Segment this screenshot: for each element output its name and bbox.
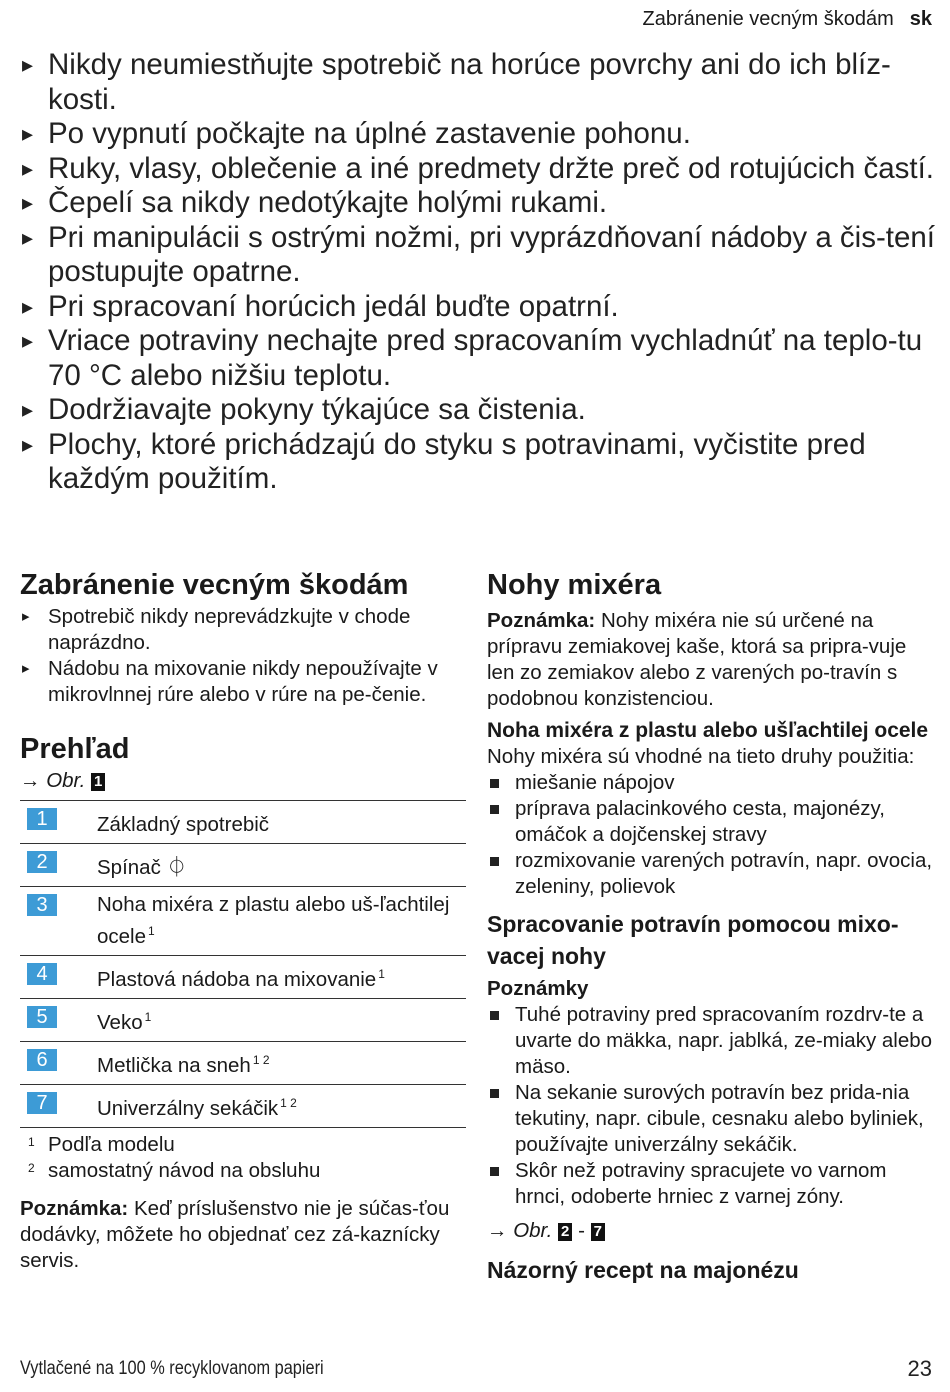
usage-intro: Nohy mixéra sú vhodné na tieto druhy použitia: bbox=[487, 745, 915, 768]
part-label: Noha mixéra z plastu alebo uš-​ľachtilej ocele bbox=[97, 893, 450, 948]
list-item: Skôr než potraviny spracujete vo varnom hrnci, odoberte hrniec z varnej zóny. bbox=[487, 1158, 935, 1210]
footnote-marker: 1 2 bbox=[280, 1096, 297, 1110]
note-label: Poznámka: bbox=[487, 609, 596, 632]
footnote bbox=[20, 1132, 466, 1158]
left-column bbox=[20, 566, 466, 1274]
list-item: ▸ Ruky, vlasy, oblečenie a iné predmety držte preč od rotujúcich častí. bbox=[20, 152, 935, 187]
recycled-paper-note: Vytlačené na 100 % recyklovanom papieri bbox=[20, 1358, 324, 1379]
list-item: ▸ Nikdy neumiestňujte spotrebič na horúce povrchy ani do ich blíz-​kosti. bbox=[20, 48, 935, 117]
overview-table bbox=[20, 800, 466, 1128]
part-label-cell bbox=[97, 999, 466, 1042]
blender-feet-heading: Nohy mixéra bbox=[487, 569, 662, 601]
part-label-cell bbox=[97, 1042, 466, 1085]
part-number-cell bbox=[20, 844, 97, 887]
part-label: Metlička na sneh bbox=[97, 1054, 251, 1077]
damage-prevention-list bbox=[20, 604, 466, 708]
part-label-cell bbox=[97, 956, 466, 999]
footnote-number: 2 bbox=[28, 1161, 35, 1175]
list-item: ▸ Po vypnutí počkajte na úplné zastavenie pohonu. bbox=[20, 117, 935, 152]
page-header bbox=[643, 8, 932, 31]
table-row bbox=[20, 999, 466, 1042]
part-number-cell bbox=[20, 999, 97, 1042]
part-label: Základný spotrebič bbox=[97, 813, 270, 836]
part-label-cell bbox=[97, 801, 466, 844]
part-number-badge: 5 bbox=[27, 1006, 57, 1028]
overview-heading: Prehľad bbox=[20, 733, 130, 765]
footnote-marker: 1 2 bbox=[252, 1053, 270, 1067]
mayonnaise-recipe-heading: Názorný recept na majonézu bbox=[487, 1257, 799, 1283]
subheading-food-processing: Spracovanie potravín pomocou mixo-​vacej nohy bbox=[487, 911, 899, 969]
language-code: sk bbox=[909, 8, 932, 30]
figure-ref-label: Obr. bbox=[46, 769, 86, 792]
table-row bbox=[20, 956, 466, 999]
note-text: Nohy mixéra nie sú určené na prípravu zemiakovej kaše, ktorá sa pripra-​vuje len zo zemiakov alebo z varených po-​travín s podobnou konzistenciou. bbox=[487, 609, 907, 710]
figure-reference bbox=[487, 1218, 935, 1244]
footnote-text: samostatný návod na obsluhu bbox=[48, 1159, 321, 1182]
part-number-badge: 4 bbox=[27, 963, 57, 985]
part-label-cell bbox=[97, 844, 466, 887]
subheading-blender-foot-material: Noha mixéra z plastu alebo ušľachtilej ocele bbox=[487, 719, 929, 742]
processing-notes-list bbox=[487, 1002, 935, 1210]
note-label: Poznámka: bbox=[20, 1197, 129, 1220]
footnote-marker: 1 bbox=[378, 967, 385, 981]
usage-list bbox=[487, 770, 935, 900]
safety-instructions-list bbox=[20, 48, 935, 497]
list-item: ▸ Dodržiavajte pokyny týkajúce sa čistenia. bbox=[20, 393, 935, 428]
part-number-cell bbox=[20, 956, 97, 999]
footnote-marker: 1 bbox=[148, 924, 155, 938]
arrow-icon: → bbox=[20, 769, 41, 792]
list-item: ▸ Pri manipulácii s ostrými nožmi, pri vyprázdňovaní nádoby a čis-​tení postupujte opatrne. bbox=[20, 221, 935, 290]
part-number-badge: 3 bbox=[27, 894, 57, 916]
list-item: miešanie nápojov bbox=[487, 770, 935, 796]
list-item: Tuhé potraviny pred spracovaním rozdrv-​te a uvarte do mäkka, napr. jablká, ze-​miaky alebo mäso. bbox=[487, 1002, 935, 1080]
list-item: ▸ Nádobu na mixovanie nikdy nepoužívajte v mikrovlnnej rúre alebo v rúre na pe-​čenie. bbox=[20, 656, 466, 708]
figure-range-dash: - bbox=[578, 1219, 585, 1242]
table-row bbox=[20, 1042, 466, 1085]
part-label: Veko bbox=[97, 1011, 143, 1034]
footnote-marker: 1 bbox=[144, 1010, 152, 1024]
footnotes bbox=[20, 1132, 466, 1184]
part-number-badge: 2 bbox=[27, 851, 57, 873]
footnote bbox=[20, 1158, 466, 1184]
arrow-icon: → bbox=[487, 1219, 508, 1242]
list-item: ▸ Plochy, ktoré prichádzajú do styku s potravinami, vyčistite pred každým použitím. bbox=[20, 428, 935, 497]
list-item: ▸ Pri spracovaní horúcich jedál buďte opatrní. bbox=[20, 290, 935, 325]
footnote-text: Podľa modelu bbox=[48, 1133, 175, 1156]
figure-ref-label: Obr. bbox=[513, 1219, 553, 1242]
table-row bbox=[20, 844, 466, 887]
figure-number-badge: 2 bbox=[558, 1223, 572, 1241]
list-item: ▸ Vriace potraviny nechajte pred spracovaním vychladnúť na teplo-​tu 70 °C alebo nižšiu teplotu. bbox=[20, 324, 935, 393]
accessory-note bbox=[20, 1196, 466, 1274]
blender-feet-note bbox=[487, 608, 935, 712]
part-label-cell bbox=[97, 1085, 466, 1128]
part-number-cell bbox=[20, 801, 97, 844]
footnote-number: 1 bbox=[28, 1135, 35, 1149]
damage-prevention-heading: Zabránenie vecným škodám bbox=[20, 569, 409, 601]
note-text: Keď príslušenstvo nie je súčas-​ťou dodávky, môžete ho objednať cez zá-​kaznícky servis. bbox=[20, 1197, 450, 1272]
part-number-badge: 7 bbox=[27, 1092, 57, 1114]
part-label: Univerzálny sekáčik bbox=[97, 1097, 279, 1120]
page-number: 23 bbox=[907, 1356, 932, 1381]
table-row bbox=[20, 801, 466, 844]
part-label-cell bbox=[97, 887, 466, 956]
figure-number-badge: 1 bbox=[91, 773, 105, 791]
part-number-cell bbox=[20, 887, 97, 956]
part-number-cell bbox=[20, 1042, 97, 1085]
header-section-title: Zabránenie vecným škodám bbox=[642, 8, 894, 30]
list-item: Na sekanie surových potravín bez prida-​nia tekutiny, napr. cibule, cesnaku alebo byliniek, používajte univerzálny sekáčik. bbox=[487, 1080, 935, 1158]
part-number-badge: 6 bbox=[27, 1049, 57, 1071]
list-item: príprava palacinkového cesta, majonézy, omáčok a dojčenskej stravy bbox=[487, 796, 935, 848]
part-label: Plastová nádoba na mixovanie bbox=[97, 968, 377, 991]
part-number-cell bbox=[20, 1085, 97, 1128]
right-column bbox=[487, 566, 935, 1286]
part-number-badge: 1 bbox=[27, 808, 57, 830]
figure-reference bbox=[20, 768, 466, 794]
notes-label: Poznámky bbox=[487, 977, 589, 1000]
list-item: rozmixovanie varených potravín, napr. ovocia, zeleniny, polievok bbox=[487, 848, 935, 900]
table-row bbox=[20, 1085, 466, 1128]
list-item: ▸ Spotrebič nikdy neprevádzkujte v chode naprázdno. bbox=[20, 604, 466, 656]
figure-number-badge: 7 bbox=[591, 1223, 605, 1241]
part-label: Spínač ⏀ bbox=[97, 856, 188, 879]
list-item: ▸ Čepelí sa nikdy nedotýkajte holými rukami. bbox=[20, 186, 935, 221]
table-row bbox=[20, 887, 466, 956]
